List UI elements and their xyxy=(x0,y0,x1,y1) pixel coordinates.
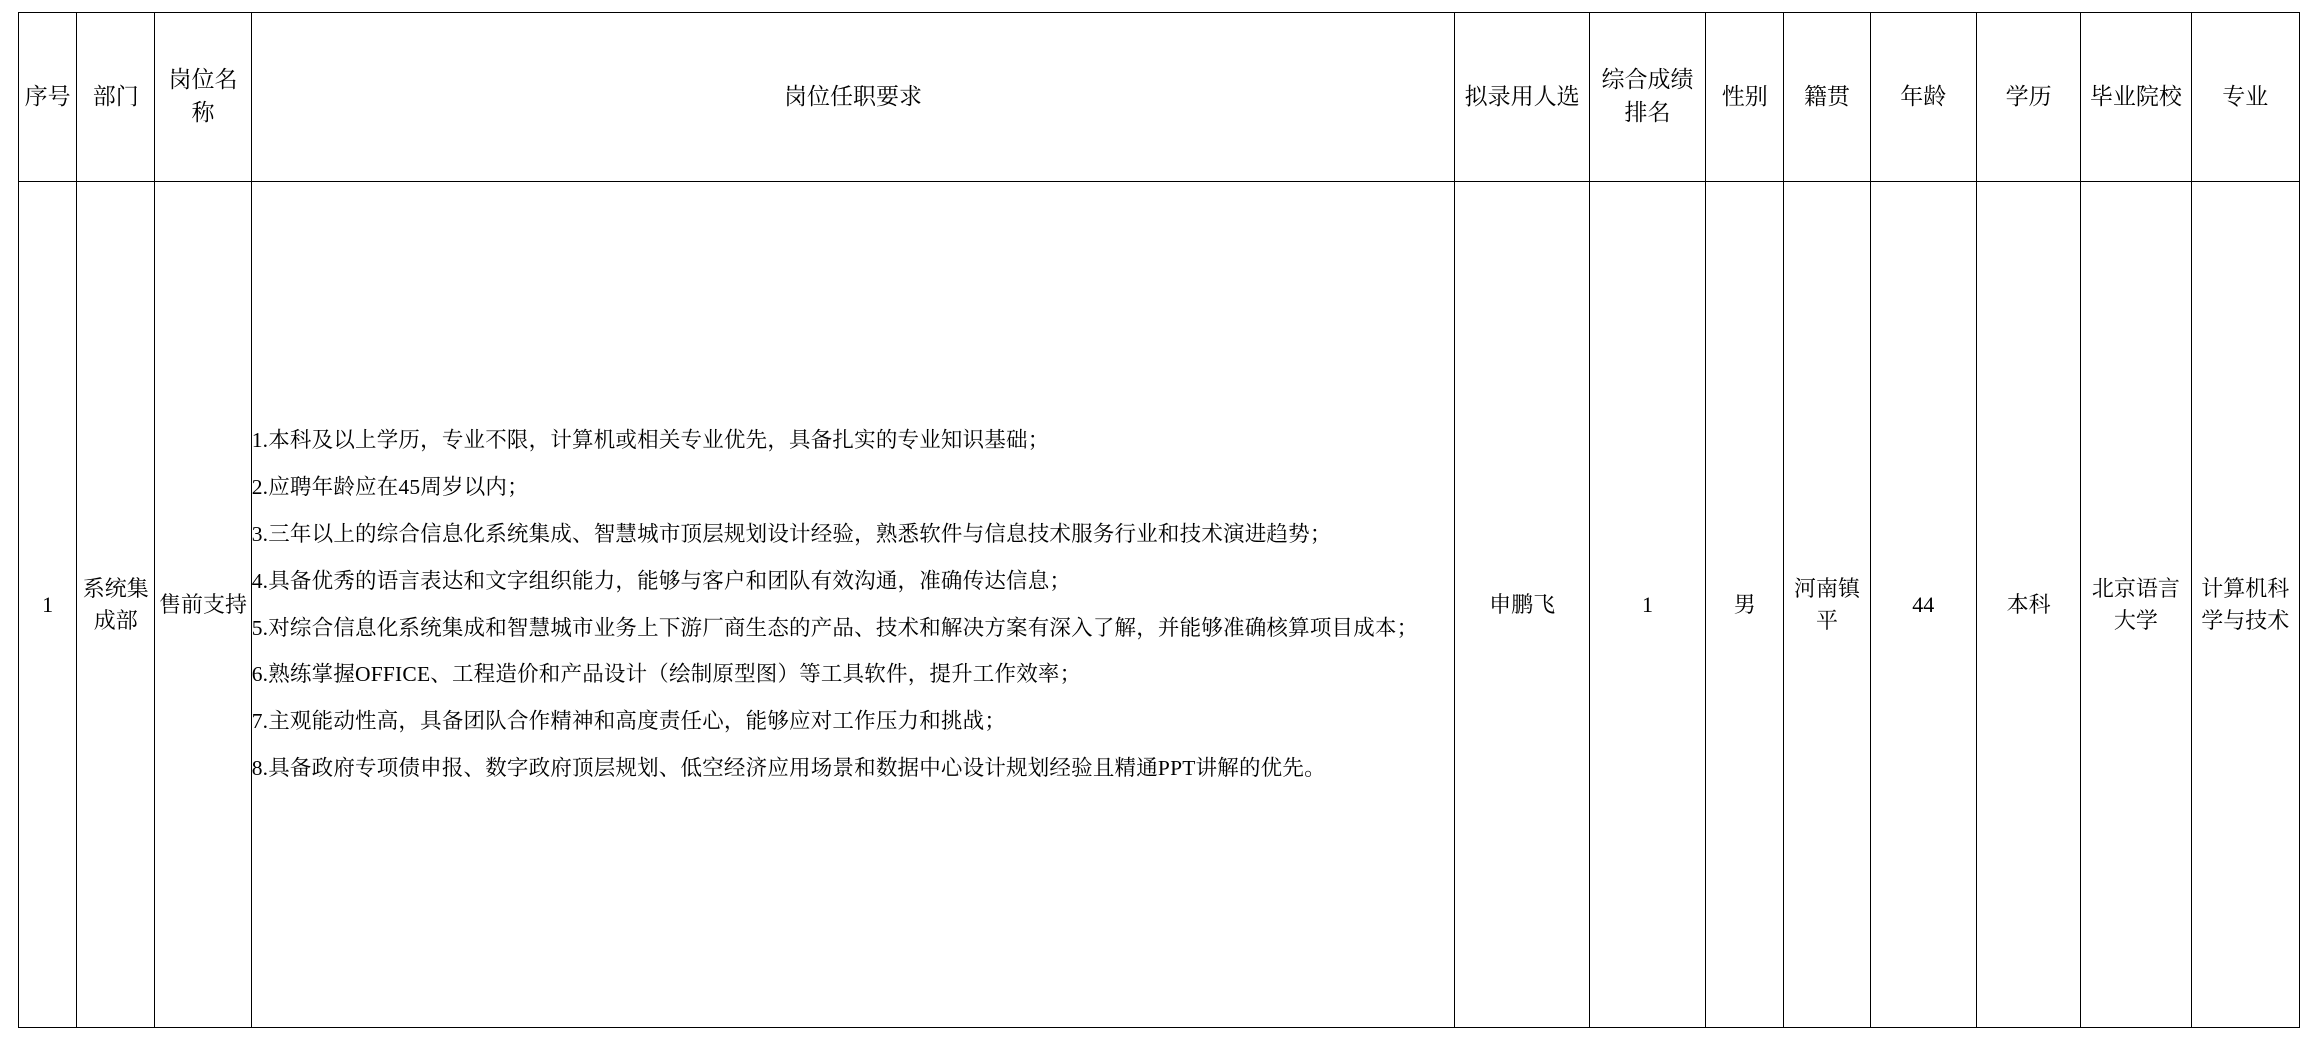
header-cell-age xyxy=(1870,13,1976,182)
header-cell-rank xyxy=(1589,13,1705,182)
header-label-major: 专业 xyxy=(2222,83,2269,109)
header-label-post-name: 岗位名称 xyxy=(168,67,238,125)
requirement-item: 2.应聘年龄应在45周岁以内； xyxy=(251,474,529,499)
requirement-item: 7.主观能动性高，具备团队合作精神和高度责任心，能够应对工作压力和挑战； xyxy=(251,709,1007,734)
table-header-row xyxy=(19,13,2300,182)
value-native-place: 河南镇平 xyxy=(1793,576,1860,633)
header-label-age: 年龄 xyxy=(1900,83,1947,109)
header-cell-education xyxy=(1976,13,2080,182)
header-cell-native-place xyxy=(1784,13,1870,182)
requirement-item: 1.本科及以上学历，专业不限，计算机或相关专业优先，具备扎实的专业知识基础； xyxy=(251,428,1050,453)
cell-requirements xyxy=(251,182,1455,1028)
value-school: 北京语言大学 xyxy=(2091,576,2180,633)
value-major: 计算机科学与技术 xyxy=(2201,576,2290,633)
header-cell-school xyxy=(2081,13,2191,182)
header-label-requirements: 岗位任职要求 xyxy=(784,83,923,109)
header-label-rank: 综合成绩排名 xyxy=(1601,67,1694,125)
header-cell-major xyxy=(2191,13,2299,182)
header-label-no: 序号 xyxy=(24,83,71,109)
requirement-item: 5.对综合信息化系统集成和智慧城市业务上下游厂商生态的产品、技术和解决方案有深入了解，并能够准确核算项目成本； xyxy=(251,615,1419,640)
cell-native-place xyxy=(1784,182,1870,1028)
header-cell-candidate xyxy=(1455,13,1589,182)
requirement-item: 6.熟练掌握OFFICE、工程造价和产品设计（绘制原型图）等工具软件，提升工作效率； xyxy=(251,662,1082,687)
requirements-list xyxy=(252,417,1455,792)
cell-department xyxy=(77,182,155,1028)
header-label-native-place: 籍贯 xyxy=(1803,83,1850,109)
cell-candidate xyxy=(1455,182,1589,1028)
cell-post-name xyxy=(155,182,251,1028)
header-label-candidate: 拟录用人选 xyxy=(1464,83,1580,109)
value-post-name: 售前支持 xyxy=(159,591,248,617)
value-rank: 1 xyxy=(1641,592,1653,617)
requirement-item: 4.具备优秀的语言表达和文字组织能力，能够与客户和团队有效沟通，准确传达信息； xyxy=(251,568,1072,593)
recruitment-table xyxy=(18,12,2300,1028)
cell-age xyxy=(1870,182,1976,1028)
requirement-item: 3.三年以上的综合信息化系统集成、智慧城市顶层规划设计经验，熟悉软件与信息技术服务行业和技术演进趋势； xyxy=(251,521,1332,546)
value-age: 44 xyxy=(1912,592,1935,617)
value-education: 本科 xyxy=(2006,592,2051,617)
header-cell-department xyxy=(77,13,155,182)
value-candidate: 申鹏飞 xyxy=(1489,592,1556,617)
header-label-gender: 性别 xyxy=(1721,83,1768,109)
cell-rank xyxy=(1589,182,1705,1028)
value-gender: 男 xyxy=(1733,592,1756,617)
table-row xyxy=(19,182,2300,1028)
cell-education xyxy=(1976,182,2080,1028)
header-label-department: 部门 xyxy=(92,83,139,109)
requirement-item: 8.具备政府专项债申报、数字政府顶层规划、低空经济应用场景和数据中心设计规划经验且精通PPT讲解的优先。 xyxy=(251,756,1326,781)
value-department: 系统集成部 xyxy=(82,576,149,633)
document-sheet xyxy=(18,12,2300,1028)
header-cell-requirements xyxy=(251,13,1455,182)
header-cell-post-name xyxy=(155,13,251,182)
cell-school xyxy=(2081,182,2191,1028)
value-no: 1 xyxy=(42,592,54,617)
cell-major xyxy=(2191,182,2299,1028)
header-cell-gender xyxy=(1706,13,1784,182)
header-cell-no xyxy=(19,13,77,182)
header-label-school: 毕业院校 xyxy=(2089,83,2182,109)
header-label-education: 学历 xyxy=(2005,83,2052,109)
cell-gender xyxy=(1706,182,1784,1028)
cell-no xyxy=(19,182,77,1028)
